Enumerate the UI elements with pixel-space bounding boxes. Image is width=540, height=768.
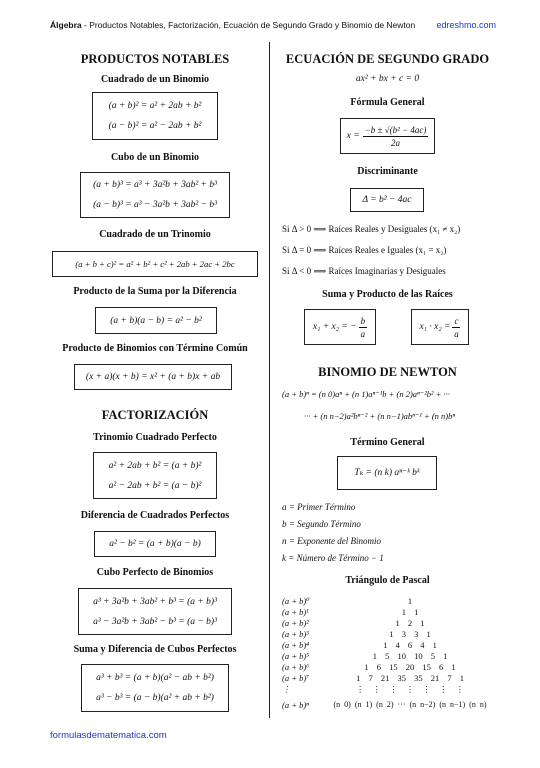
formula-line: a³ − 3a²b + 3ab² − b³ = (a − b)³ (93, 616, 217, 627)
factorizacion-heading: FACTORIZACIÓN (101, 408, 209, 422)
binomio-expansion-line1: (a + b)ⁿ = (n 0)aⁿ + (n 1)aⁿ⁻¹b + (n 2)aⁿ⁻²b² + ··· (282, 389, 450, 399)
footer-site-link[interactable]: formulasdematematica.com (50, 730, 167, 741)
cubo-binomio-title: Cubo de un Binomio (110, 152, 200, 163)
title-bold: Álgebra (50, 20, 82, 30)
termino-general-box (337, 456, 437, 490)
definicion-b: b = Segundo Término (282, 519, 361, 529)
pascal-row (280, 596, 495, 607)
pascal-row-values: 1 4 6 4 1 (383, 640, 437, 650)
formula-line: Δ = b² − 4ac (362, 195, 412, 205)
formula-line: (a + b)³ = a³ + 3a²b + 3ab² + b³ (93, 180, 217, 190)
formula-line: (a + b)² = a² + 2ab + b² (108, 101, 202, 111)
title-rest: - Productos Notables, Factorización, Ecuación de Segundo Grado y Binomio de Newton (81, 20, 416, 30)
pascal-row-label: (a + b)⁵ (282, 651, 310, 661)
formula-line: Tₖ = (n k) aⁿ⁻ᵏ bᵏ (354, 468, 420, 478)
formula-line: (x + a)(x + b) = x² + (a + b)x + ab (85, 372, 221, 382)
pascal-row-label: (a + b)⁴ (282, 640, 310, 650)
cuadrado-binomio-title: Cuadrado de un Binomio (100, 74, 210, 85)
suma-diferencia-title: Producto de la Suma por la Diferencia (73, 286, 237, 297)
pascal-row-values: ⋮ ⋮ ⋮ ⋮ ⋮ ⋮ ⋮ (355, 684, 465, 694)
diferencia-cuadrados-box (94, 531, 216, 557)
termino-general-title: Término General (350, 437, 425, 448)
trinomio-perfecto-box (93, 452, 217, 499)
producto-lhs: x₁ · x₂ = (419, 322, 451, 332)
pascal-title: Triángulo de Pascal (345, 575, 430, 586)
formula-line: (a − b)³ = a³ − 3a²b + 3ab² − b³ (93, 200, 217, 210)
formula-fraction (363, 124, 429, 149)
pascal-row-label: (a + b)² (282, 618, 309, 628)
pascal-row-values: 1 5 10 10 5 1 (372, 651, 448, 661)
caso-positivo: Si Δ > 0 ⟹ Raíces Reales y Desiguales (x₁ ≠ x₂) (282, 224, 461, 234)
suma-fraction (359, 315, 368, 340)
formula-line: (a + b)(a − b) = a² − b² (110, 315, 202, 326)
formula-general-box (340, 118, 435, 154)
pascal-row (280, 700, 495, 711)
pascal-row-values: 1 6 15 20 15 6 1 (364, 662, 456, 672)
binomio-newton-heading: BINOMIO DE NEWTON (318, 365, 457, 379)
pascal-triangle (280, 596, 495, 716)
pascal-row-label: (a + b)⁶ (282, 662, 310, 672)
discriminante-title: Discriminante (357, 166, 418, 177)
diferencia-cuadrados-title: Diferencia de Cuadrados Perfectos (80, 510, 230, 521)
ecuacion-general: ax² + bx + c = 0 (355, 74, 420, 84)
caso-negativo: Si Δ < 0 ⟹ Raíces Imaginarias y Desiguales (282, 266, 446, 276)
page-header (0, 0, 540, 36)
formula-line: a³ + b³ = (a + b)(a² − ab + b²) (96, 673, 214, 683)
pascal-row (280, 684, 495, 695)
formula-lhs: x = (346, 131, 360, 141)
column-divider (269, 42, 270, 718)
formula-line: a³ + 3a²b + 3ab² + b³ = (a + b)³ (93, 596, 217, 607)
pascal-row-values: 1 2 1 (395, 618, 425, 628)
definicion-k: k = Número de Término − 1 (282, 553, 384, 563)
suma-raices-box (304, 309, 376, 345)
page-title (50, 20, 415, 30)
producto-numerator: c (454, 315, 459, 326)
formula-general-title: Fórmula General (350, 97, 425, 108)
cuadrado-binomio-box (92, 92, 218, 140)
productos-notables-heading: PRODUCTOS NOTABLES (80, 52, 230, 66)
producto-denominator: a (454, 328, 459, 339)
suma-cubos-title: Suma y Diferencia de Cubos Perfectos (73, 644, 237, 655)
trinomio-perfecto-title: Trinomio Cuadrado Perfecto (93, 432, 217, 443)
cubo-perfecto-title: Cubo Perfecto de Binomios (96, 567, 214, 578)
suma-cubos-box (81, 664, 229, 712)
termino-comun-box (74, 364, 232, 390)
formula-line: a² − 2ab + b² = (a − b)² (108, 480, 202, 491)
cuadrado-trinomio-box (52, 251, 258, 277)
suma-producto-title: Suma y Producto de las Raíces (322, 289, 453, 300)
pascal-row-label: (a + b)ⁿ (282, 700, 309, 710)
producto-raices-box (411, 309, 469, 345)
pascal-row (280, 629, 495, 640)
suma-numerator: b (360, 315, 366, 326)
pascal-row-label: ⋮ (282, 684, 291, 694)
suma-lhs: x₁ + x₂ = − (312, 322, 357, 332)
formula-denominator: 2a (391, 137, 400, 148)
formula-line: a² + 2ab + b² = (a + b)² (108, 460, 202, 471)
pascal-row (280, 618, 495, 629)
pascal-row-label: (a + b)⁰ (282, 596, 310, 606)
pascal-row-label: (a + b)⁷ (282, 673, 310, 683)
cubo-binomio-box (80, 172, 230, 218)
pascal-row (280, 607, 495, 618)
suma-diferencia-box (95, 307, 217, 334)
producto-fraction (452, 315, 460, 340)
header-site-link[interactable]: edreshmo.com (436, 20, 496, 30)
pascal-row (280, 651, 495, 662)
cuadrado-trinomio-title: Cuadrado de un Trinomio (99, 229, 211, 240)
caso-cero: Si Δ = 0 ⟹ Raíces Reales e Iguales (x₁ = x₂) (282, 245, 447, 255)
discriminante-box (350, 188, 424, 212)
cubo-perfecto-box (78, 588, 232, 635)
suma-denominator: a (360, 328, 366, 339)
termino-comun-title: Producto de Binomios con Término Común (62, 343, 248, 354)
pascal-row (280, 662, 495, 673)
formula-line: (a − b)² = a² − 2ab + b² (108, 121, 202, 131)
definicion-n: n = Exponente del Binomio (282, 536, 382, 546)
pascal-row-label: (a + b)¹ (282, 607, 309, 617)
pascal-row (280, 640, 495, 651)
pascal-row-values: 1 (407, 596, 413, 606)
pascal-row-values: 1 3 3 1 (389, 629, 431, 639)
formula-numerator: −b ± √(b² − 4ac) (364, 124, 427, 135)
binomio-expansion-line2: ··· + (n n−2)a²bⁿ⁻² + (n n−1)abⁿ⁻¹ + (n n)bⁿ (304, 411, 456, 421)
ecuacion-heading: ECUACIÓN DE SEGUNDO GRADO (285, 52, 490, 66)
formula-line: a³ − b³ = (a − b)(a² + ab + b²) (96, 693, 214, 703)
pascal-row (280, 673, 495, 684)
pascal-row-values: 1 7 21 35 35 21 7 1 (356, 673, 464, 683)
pascal-row-values: (n 0) (n 1) (n 2) ··· (n n−2) (n n−1) (n n) (333, 700, 487, 709)
pascal-row-label: (a + b)³ (282, 629, 309, 639)
pascal-row-values: 1 1 (401, 607, 419, 617)
formula-line: a² − b² = (a + b)(a − b) (109, 539, 201, 549)
formula-line: (a + b + c)² = a² + b² + c² + 2ab + 2ac + 2bc (75, 259, 235, 269)
definicion-a: a = Primer Término (282, 502, 356, 512)
